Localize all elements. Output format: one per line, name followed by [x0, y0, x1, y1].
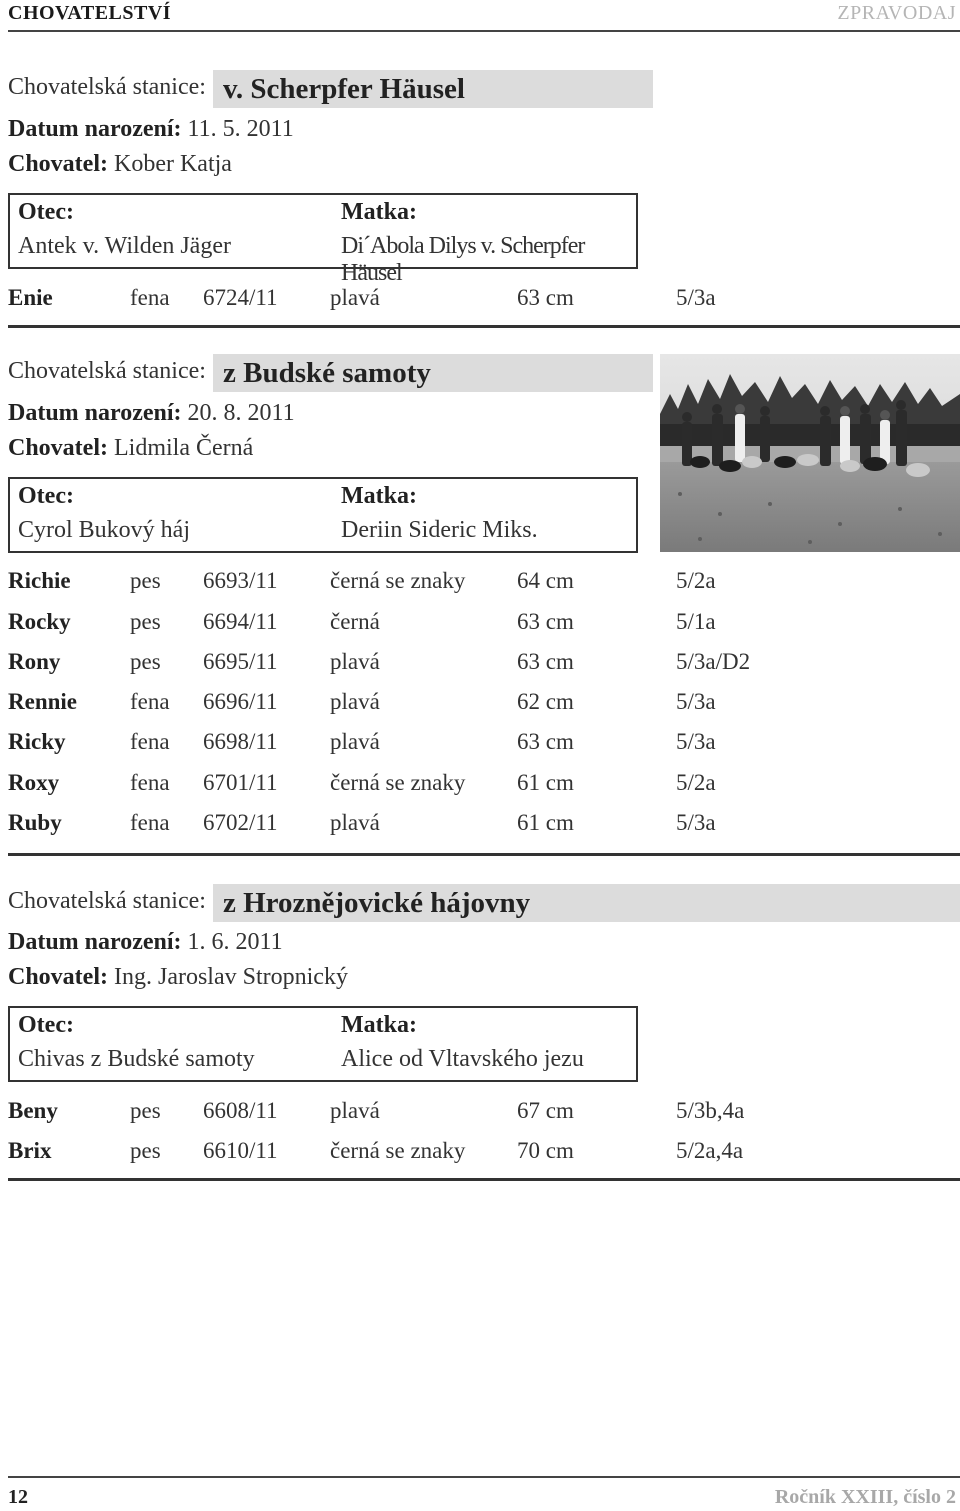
breeder-label: Chovatel:	[8, 964, 108, 990]
parents-box	[8, 193, 638, 286]
puppy-name: Enie	[8, 285, 53, 310]
birth-date: 20. 8. 2011	[187, 400, 295, 426]
breeder-name: Ing. Jaroslav Stropnický	[113, 964, 348, 990]
puppy-height: 63 cm	[517, 729, 574, 754]
puppy-row	[8, 1098, 788, 1128]
birth-date: 1. 6. 2011	[187, 929, 283, 955]
puppy-row	[8, 810, 788, 840]
footer-divider	[8, 1476, 960, 1478]
puppy-hd: 5/1a	[676, 609, 716, 634]
birth-date-label: Datum narození:	[8, 116, 182, 142]
breeder-label: Chovatel:	[8, 435, 108, 461]
kennel-name: z Budské samoty	[213, 354, 653, 392]
section-title: CHOVATELSTVÍ	[8, 2, 172, 24]
publication-name: ZPRAVODAJ	[837, 2, 956, 24]
puppy-name: Brix	[8, 1138, 52, 1163]
kennel-name: z Hroznějovické hájovny	[213, 884, 960, 922]
puppy-hd: 5/3b,4a	[676, 1098, 745, 1123]
puppy-height: 61 cm	[517, 810, 574, 835]
dam-label: Matka:	[341, 199, 417, 225]
puppy-row	[8, 770, 788, 800]
section-divider	[8, 325, 960, 328]
breeder-line	[8, 964, 348, 991]
puppy-hd: 5/3a	[676, 285, 716, 310]
parents-box	[8, 1006, 638, 1082]
sire-name: Chivas z Budské samoty	[18, 1046, 255, 1072]
puppy-color: černá	[330, 609, 380, 634]
puppy-name: Rony	[8, 649, 61, 674]
dam-name: Di´Abola Dilys v. Scherpfer Häusel	[341, 233, 585, 286]
puppy-height: 64 cm	[517, 568, 574, 593]
puppy-height: 63 cm	[517, 609, 574, 634]
puppy-height: 63 cm	[517, 285, 574, 310]
puppy-row	[8, 649, 788, 679]
sire-label: Otec:	[18, 483, 74, 509]
breeder-line	[8, 435, 253, 462]
puppy-sex: pes	[130, 609, 161, 634]
puppy-reg: 6702/11	[203, 810, 278, 835]
puppy-color: černá se znaky	[330, 1138, 466, 1163]
puppy-color: plavá	[330, 689, 380, 714]
dam-label: Matka:	[341, 483, 417, 509]
puppy-hd: 5/3a	[676, 689, 716, 714]
puppy-sex: pes	[130, 649, 161, 674]
puppy-sex: fena	[130, 770, 170, 795]
puppy-hd: 5/2a	[676, 770, 716, 795]
puppy-name: Richie	[8, 568, 71, 593]
puppy-height: 63 cm	[517, 649, 574, 674]
birth-date-label: Datum narození:	[8, 400, 182, 426]
parents-box	[8, 477, 638, 553]
puppy-sex: fena	[130, 285, 170, 310]
puppy-name: Roxy	[8, 770, 60, 795]
puppy-color: plavá	[330, 729, 380, 754]
puppy-color: plavá	[330, 285, 380, 310]
puppy-row	[8, 729, 788, 759]
puppy-height: 62 cm	[517, 689, 574, 714]
puppy-color: černá se znaky	[330, 770, 466, 795]
sire-label: Otec:	[18, 1012, 74, 1038]
breeder-line	[8, 151, 232, 178]
puppy-reg: 6610/11	[203, 1138, 278, 1163]
birth-date-line	[8, 116, 294, 143]
puppy-row	[8, 689, 788, 719]
puppy-name: Ruby	[8, 810, 62, 835]
breeder-label: Chovatel:	[8, 151, 108, 177]
header-divider	[8, 30, 960, 32]
sire-name: Antek v. Wilden Jäger	[18, 233, 231, 259]
dam-name: Alice od Vltavského jezu	[341, 1046, 584, 1072]
puppy-sex: pes	[130, 1138, 161, 1163]
puppy-hd: 5/2a	[676, 568, 716, 593]
puppy-name: Rennie	[8, 689, 77, 714]
puppy-reg: 6695/11	[203, 649, 278, 674]
puppy-name: Ricky	[8, 729, 66, 754]
puppy-height: 61 cm	[517, 770, 574, 795]
puppy-reg: 6608/11	[203, 1098, 278, 1123]
puppy-color: černá se znaky	[330, 568, 466, 593]
puppy-sex: fena	[130, 729, 170, 754]
puppy-color: plavá	[330, 649, 380, 674]
puppy-sex: pes	[130, 568, 161, 593]
puppy-row	[8, 609, 788, 639]
sire-label: Otec:	[18, 199, 74, 225]
puppy-reg: 6696/11	[203, 689, 278, 714]
birth-date: 11. 5. 2011	[187, 116, 294, 142]
kennel-label: Chovatelská stanice:	[8, 888, 206, 914]
issue-label: Ročník XXIII, číslo 2	[774, 1486, 956, 1508]
kennel-label: Chovatelská stanice:	[8, 74, 206, 100]
birth-date-line	[8, 929, 283, 956]
dam-label: Matka:	[341, 1012, 417, 1038]
puppy-hd: 5/3a	[676, 729, 716, 754]
puppy-hd: 5/3a/D2	[676, 649, 751, 674]
puppy-row	[8, 568, 788, 598]
birth-date-line	[8, 400, 295, 427]
breeder-name: Lidmila Černá	[113, 435, 254, 461]
puppy-hd: 5/2a,4a	[676, 1138, 744, 1163]
birth-date-label: Datum narození:	[8, 929, 182, 955]
puppy-sex: pes	[130, 1098, 161, 1123]
puppy-name: Rocky	[8, 609, 71, 634]
puppy-reg: 6724/11	[203, 285, 278, 310]
section-divider	[8, 1178, 960, 1181]
puppy-color: plavá	[330, 810, 380, 835]
sire-name: Cyrol Bukový háj	[18, 517, 190, 543]
section-divider	[8, 853, 960, 856]
puppy-reg: 6698/11	[203, 729, 278, 754]
puppy-row	[8, 285, 788, 315]
puppy-sex: fena	[130, 689, 170, 714]
puppy-height: 70 cm	[517, 1138, 574, 1163]
puppy-hd: 5/3a	[676, 810, 716, 835]
puppy-row	[8, 1138, 788, 1168]
puppy-height: 67 cm	[517, 1098, 574, 1123]
puppy-name: Beny	[8, 1098, 58, 1123]
puppy-color: plavá	[330, 1098, 380, 1123]
puppy-reg: 6701/11	[203, 770, 278, 795]
group-photo	[660, 354, 960, 552]
puppy-reg: 6693/11	[203, 568, 278, 593]
puppy-reg: 6694/11	[203, 609, 278, 634]
dam-name: Deriin Sideric Miks.	[341, 517, 538, 543]
page-number: 12	[8, 1486, 28, 1508]
kennel-label: Chovatelská stanice:	[8, 358, 206, 384]
puppy-sex: fena	[130, 810, 170, 835]
kennel-name: v. Scherpfer Häusel	[213, 70, 653, 108]
breeder-name: Kober Katja	[113, 151, 232, 177]
